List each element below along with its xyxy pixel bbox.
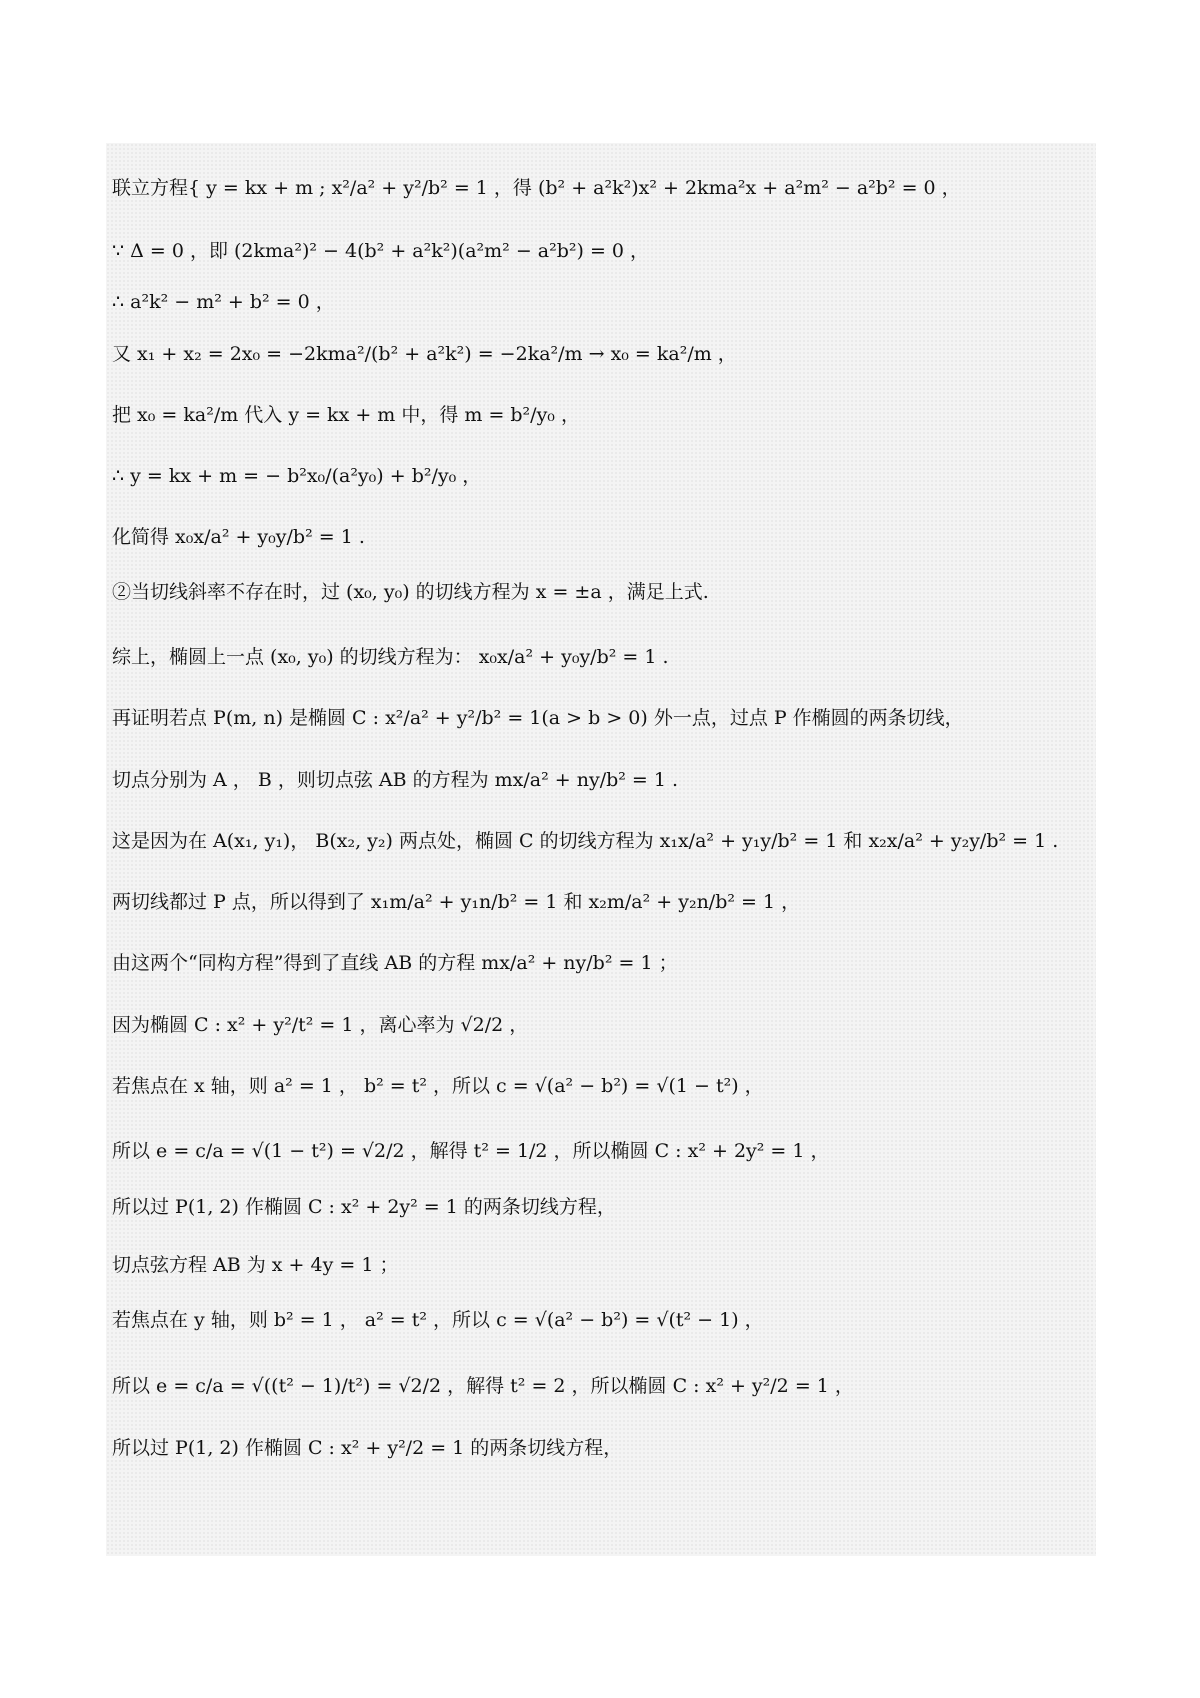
document-page — [106, 143, 1096, 1556]
text-line: 若焦点在 x 轴，则 a² = 1 ， b² = t² ，所以 c = √(a² − b²) = √(1 − t²) ， — [112, 1074, 764, 1097]
text-line: ∵ Δ = 0 ，即 (2kma²)² − 4(b² + a²k²)(a²m² − a²b²) = 0 ， — [112, 239, 650, 262]
text-line: 这是因为在 A(x₁, y₁)， B(x₂, y₂) 两点处，椭圆 C 的切线方程为 x₁x/a² + y₁y/b² = 1 和 x₂x/a² + y₂y/b² = 1 . — [112, 829, 1059, 852]
text-line: 又 x₁ + x₂ = 2x₀ = −2kma²/(b² + a²k²) = −2ka²/m → x₀ = ka²/m ， — [112, 342, 737, 365]
text-line: 因为椭圆 C : x² + y²/t² = 1 ，离心率为 √2/2 ， — [112, 1013, 529, 1036]
text-line: 由这两个“同构方程”得到了直线 AB 的方程 mx/a² + ny/b² = 1 ； — [112, 951, 678, 974]
text-line: 所以 e = c/a = √((t² − 1)/t²) = √2/2 ，解得 t² = 2 ，所以椭圆 C : x² + y²/2 = 1 ， — [112, 1374, 854, 1397]
text-line: 切点弦方程 AB 为 x + 4y = 1 ； — [112, 1253, 399, 1276]
text-line: 综上，椭圆上一点 (x₀, y₀) 的切线方程为： x₀x/a² + y₀y/b² = 1 . — [112, 645, 669, 668]
text-line: 两切线都过 P 点，所以得到了 x₁m/a² + y₁n/b² = 1 和 x₂m/a² + y₂n/b² = 1 ， — [112, 890, 801, 913]
text-line: 所以 e = c/a = √(1 − t²) = √2/2 ，解得 t² = 1/2 ，所以椭圆 C : x² + 2y² = 1 ， — [112, 1139, 830, 1162]
text-line: ∴ y = kx + m = − b²x₀/(a²y₀) + b²/y₀ ， — [112, 464, 482, 487]
text-line: 所以过 P(1, 2) 作椭圆 C : x² + y²/2 = 1 的两条切线方程， — [112, 1436, 623, 1459]
text-line: 联立方程{ y = kx + m ; x²/a² + y²/b² = 1 ，得 (b² + a²k²)x² + 2kma²x + a²m² − a²b² = 0 ， — [112, 176, 961, 199]
text-line: 把 x₀ = ka²/m 代入 y = kx + m 中，得 m = b²/y₀ ， — [112, 403, 580, 426]
text-line: 化简得 x₀x/a² + y₀y/b² = 1 . — [112, 525, 365, 548]
text-line: 再证明若点 P(m, n) 是椭圆 C : x²/a² + y²/b² = 1(a > b > 0) 外一点，过点 P 作椭圆的两条切线， — [112, 706, 964, 729]
text-line: ∴ a²k² − m² + b² = 0 ， — [112, 290, 335, 313]
text-line: ②当切线斜率不存在时，过 (x₀, y₀) 的切线方程为 x = ±a ，满足上式. — [112, 580, 709, 603]
text-line: 切点分别为 A ， B ，则切点弦 AB 的方程为 mx/a² + ny/b² = 1 . — [112, 768, 679, 791]
text-line: 若焦点在 y 轴，则 b² = 1 ， a² = t² ，所以 c = √(a² − b²) = √(t² − 1) ， — [112, 1308, 764, 1331]
text-line: 所以过 P(1, 2) 作椭圆 C : x² + 2y² = 1 的两条切线方程， — [112, 1195, 616, 1218]
